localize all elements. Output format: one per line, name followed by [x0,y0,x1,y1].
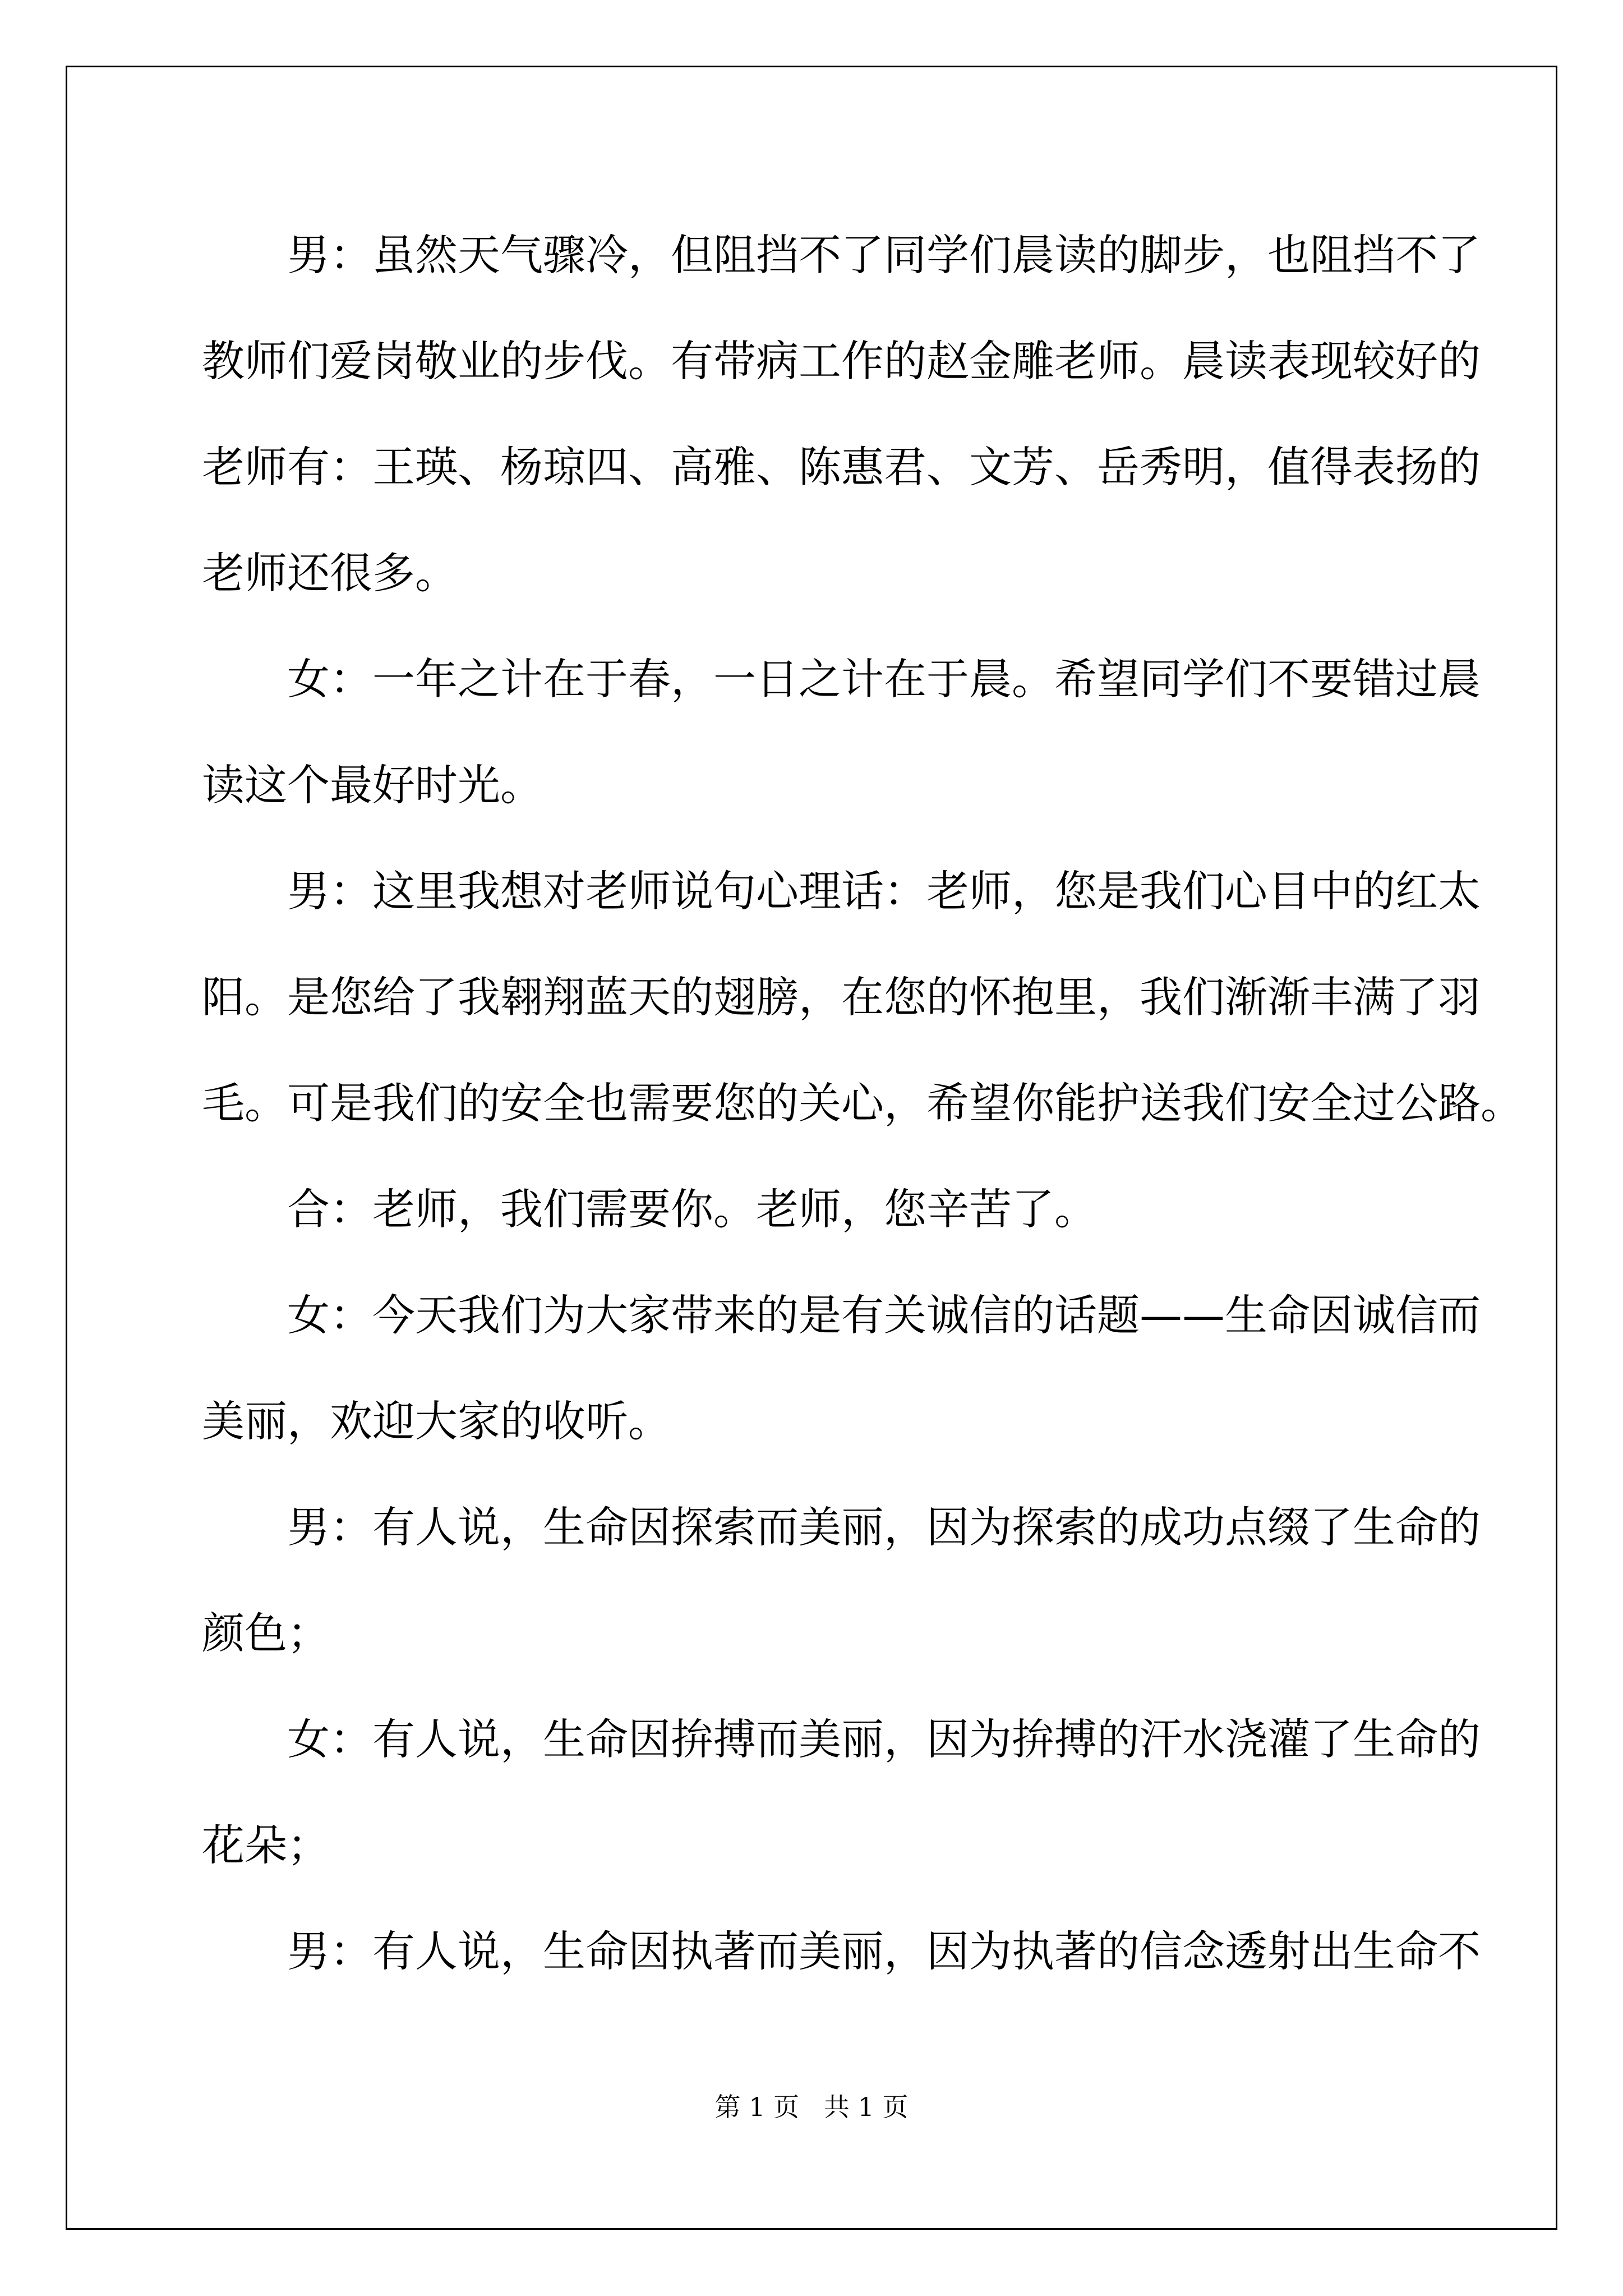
text-line: 合：老师，我们需要你。老师，您辛苦了。 [287,1184,1097,1234]
text-line: 老师有：王瑛、杨琼四、高雅、陈惠君、文芳、岳秀明，值得表扬的 [202,442,1481,492]
text-line: 教师们爱岗敬业的步伐。有带病工作的赵金雕老师。晨读表现较好的 [202,336,1481,386]
text-line: 女：有人说，生命因拚搏而美丽，因为拚搏的汗水浇灌了生命的 [287,1714,1481,1764]
text-line: 阳。是您给了我翱翔蓝天的翅膀，在您的怀抱里，我们渐渐丰满了羽 [202,972,1481,1022]
text-line: 美丽，欢迎大家的收听。 [202,1396,671,1446]
text-line: 花朵； [202,1820,330,1870]
page-number-footer: 第 1 页 共 1 页 [714,2092,909,2122]
document-body [202,202,1523,2004]
text-line: 颜色； [202,1608,330,1658]
text-line: 女：一年之计在于春，一日之计在于晨。希望同学们不要错过晨 [287,654,1481,704]
text-line: 毛。可是我们的安全也需要您的关心，希望你能护送我们安全过公路。 [202,1078,1523,1128]
text-line: 女：今天我们为大家带来的是有关诚信的话题——生命因诚信而 [287,1290,1481,1340]
text-line: 男：这里我想对老师说句心理话：老师，您是我们心目中的红太 [287,866,1481,916]
text-line: 老师还很多。 [202,548,458,598]
text-line: 男：虽然天气骤冷，但阻挡不了同学们晨读的脚步，也阻挡不了 [287,230,1481,280]
text-line: 读这个最好时光。 [202,760,543,810]
text-line: 男：有人说，生命因探索而美丽，因为探索的成功点缀了生命的 [287,1502,1481,1552]
text-line: 男：有人说，生命因执著而美丽，因为执著的信念透射出生命不 [287,1926,1481,1976]
